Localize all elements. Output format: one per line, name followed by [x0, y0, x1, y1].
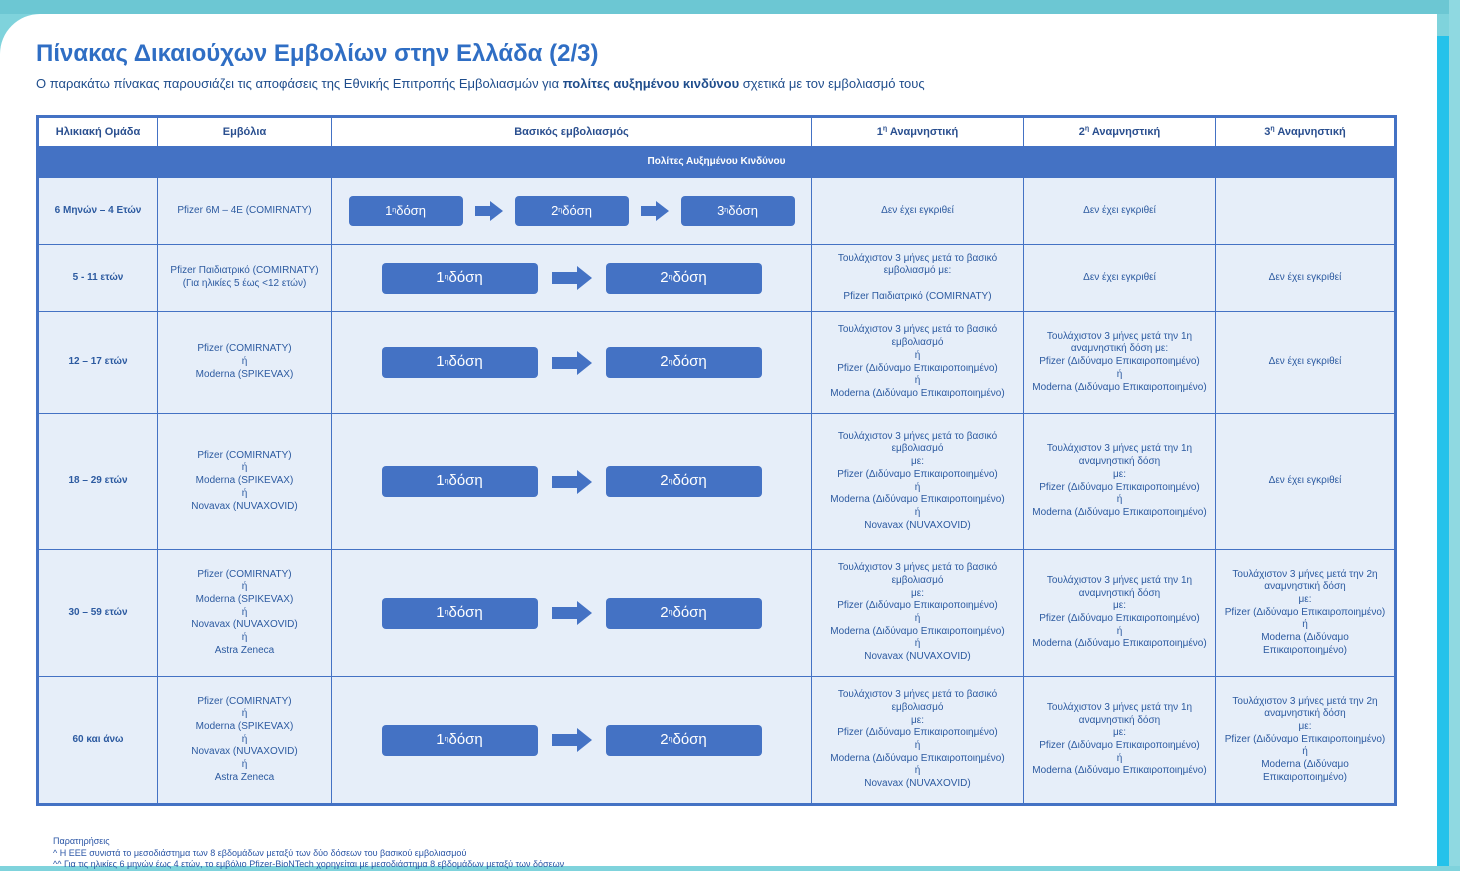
cell-line: Δεν έχει εγκριθεί: [881, 204, 954, 216]
booster-2-cell: [1024, 414, 1216, 550]
cell-line: ή: [914, 740, 921, 751]
footnote-line: ^^ Για τις ηλικίες 6 μηνών έως 4 ετών, το εμβόλιο Pfizer-BioNTech χορηγείται με μεσοδιάστημα 8 εβδομάδων μεταξύ των δόσεων: [53, 859, 565, 869]
cell-line: Pfizer (Διδύναμο Επικαιροποιημένο): [837, 600, 998, 612]
dose-label: δόση: [728, 202, 758, 218]
cell-line: Novavax (NUVAXOVID): [191, 619, 298, 631]
dose-box: 2 η δόση: [606, 347, 762, 378]
cell-line: Τουλάχιστον 3 μήνες μετά το βασικό: [837, 689, 998, 701]
right-accent-bar: [1437, 36, 1449, 866]
header-age-group: Ηλικιακή Ομάδα: [38, 117, 158, 147]
dose-flow: [336, 196, 807, 226]
cell-line: εμβολιασμό με:: [883, 265, 952, 277]
cell-line: Δεν έχει εγκριθεί: [1083, 271, 1156, 283]
arrow-head: [577, 266, 592, 290]
cell-line: Pfizer (Διδύναμο Επικαιροποιημένο): [1039, 356, 1200, 368]
cell-line: Pfizer (Διδύναμο Επικαιροποιημένο): [1039, 481, 1200, 493]
booster-number: 2: [1078, 125, 1085, 138]
dose-label: δόση: [448, 730, 483, 748]
vaccines-cell: [158, 178, 332, 245]
right-arrow-icon: [552, 601, 592, 625]
dose-box: 2 η δόση: [606, 725, 762, 756]
dose-box: 1 η δόση: [382, 263, 538, 294]
cell-line: Moderna (Διδύναμο Επικαιροποιημένο): [1032, 381, 1207, 393]
cell-line: Pfizer (Διδύναμο Επικαιροποιημένο): [1039, 613, 1200, 624]
cell-line: αναμνηστική δόση: [1078, 587, 1161, 599]
arrow-shaft: [475, 206, 491, 216]
dose-label: δόση: [672, 472, 707, 490]
age-group-cell: 5 - 11 ετών: [38, 245, 158, 312]
dose-flow: [336, 466, 807, 497]
dose-label: δόση: [672, 730, 707, 748]
arrow-head: [577, 470, 592, 494]
cell-line: ή: [1116, 752, 1123, 764]
ordinal-sup: η: [1084, 124, 1090, 132]
dose-box: 1 η δόση: [382, 347, 538, 378]
table-row: [38, 414, 1396, 550]
subtitle-text-end: σχετικά με τον εμβολιασμό τους: [739, 76, 925, 91]
booster-2-cell: [1024, 677, 1216, 805]
cell-line: εμβολιασμό: [891, 443, 944, 455]
vaccine-eligibility-table: [36, 115, 1397, 806]
booster-1-cell: [812, 677, 1024, 805]
cell-line: Astra Zeneca: [214, 644, 275, 656]
primary-schedule-cell: [332, 550, 812, 677]
cell-line: Pfizer (Διδύναμο Επικαιροποιημένο): [1039, 740, 1200, 751]
cell-line: Pfizer (Διδύναμο Επικαιροποιημένο): [837, 468, 998, 480]
cell-line: ή: [1302, 619, 1308, 631]
cell-line: Pfizer (COMIRNATY): [197, 568, 292, 580]
dose-box: 2 η δόση: [606, 466, 762, 497]
cell-line: ή: [241, 632, 248, 644]
booster-2-cell: [1024, 245, 1216, 312]
dose-label: δόση: [396, 202, 426, 218]
cell-line: ή: [1116, 625, 1123, 637]
booster-3-cell: [1216, 312, 1396, 414]
dose-box: 1 η δόση: [382, 598, 538, 629]
cell-line: Pfizer 6M – 4E (COMIRNATY): [177, 204, 312, 216]
right-frame-bar: [1449, 0, 1460, 866]
slide: [0, 14, 1437, 869]
dose-label: δόση: [448, 353, 483, 371]
right-arrow-icon: [641, 201, 669, 221]
dose-number: 2: [660, 603, 669, 621]
group-band-label: Πολίτες Αυξημένου Κινδύνου: [38, 147, 1396, 178]
cell-line: Επικαιροποιημένο): [1263, 771, 1347, 783]
dose-box: 3 η δόση: [681, 196, 795, 226]
table-row: [38, 550, 1396, 677]
arrow-shaft: [552, 734, 578, 746]
age-group-cell: 30 – 59 ετών: [38, 550, 158, 677]
subtitle-text: Ο παρακάτω πίνακας παρουσιάζει τις αποφάσεις της Εθνικής Επιτροπής Εμβολιασμών για: [36, 76, 563, 91]
cell-line: Novavax (NUVAXOVID): [864, 651, 971, 663]
dose-number: 2: [660, 472, 669, 490]
cell-line: Τουλάχιστον 3 μήνες μετά την 2η: [1232, 695, 1378, 707]
primary-schedule-cell: [332, 414, 812, 550]
arrow-head: [656, 201, 669, 221]
dose-number: 2: [660, 730, 669, 748]
cell-line: Τουλάχιστον 3 μήνες μετά την 1η: [1046, 443, 1193, 455]
header-primary-vaccination: Βασικός εμβολιασμός: [332, 117, 812, 147]
age-group-cell: 60 και άνω: [38, 677, 158, 805]
cell-line: ή: [241, 759, 248, 771]
cell-line: Τουλάχιστον 3 μήνες μετά το βασικό: [837, 562, 998, 574]
footnote-line: Παρατηρήσεις: [53, 836, 110, 846]
table-row: [38, 178, 1396, 245]
cell-line: Pfizer Παιδιατρικό (COMIRNATY): [170, 265, 319, 277]
subtitle-emphasis: πολίτες αυξημένου κινδύνου: [562, 76, 740, 91]
cell-line: αναμνηστική δόση με:: [1070, 343, 1169, 355]
cell-line: με:: [1298, 593, 1312, 605]
cell-line: Moderna (SPIKEVAX): [195, 368, 294, 380]
vaccines-cell: [158, 677, 332, 805]
cell-line: Moderna (SPIKEVAX): [195, 475, 294, 487]
cell-line: ή: [241, 462, 248, 474]
dose-number: 1: [436, 268, 445, 286]
cell-line: Τουλάχιστον 3 μήνες μετά την 1η: [1046, 701, 1193, 713]
cell-line: Pfizer (Διδύναμο Επικαιροποιημένο): [837, 362, 998, 374]
table-row: [38, 677, 1396, 805]
primary-schedule-cell: [332, 677, 812, 805]
booster-3-cell: [1216, 677, 1396, 805]
arrow-shaft: [641, 206, 657, 216]
cell-line: Τουλάχιστον 3 μήνες μετά το βασικό: [837, 324, 998, 336]
booster-1-cell: [812, 414, 1024, 550]
dose-label: δόση: [672, 603, 707, 621]
dose-number: 2: [551, 202, 559, 218]
dose-label: δόση: [672, 268, 707, 286]
dose-box: 1 η δόση: [382, 725, 538, 756]
cell-line: ή: [914, 481, 921, 493]
cell-line: Pfizer (Διδύναμο Επικαιροποιημένο): [837, 727, 998, 739]
booster-3-cell: [1216, 178, 1396, 245]
cell-line: με:: [1298, 720, 1312, 732]
cell-line: Moderna (Διδύναμο Επικαιροποιημένο): [830, 494, 1005, 506]
cell-line: Τουλάχιστον 3 μήνες μετά την 2η: [1232, 568, 1378, 580]
dose-number: 2: [660, 268, 669, 286]
booster-3-cell: [1216, 414, 1396, 550]
arrow-shaft: [552, 476, 578, 488]
cell-line: Επικαιροποιημένο): [1263, 644, 1347, 656]
cell-line: (Για ηλικίες 5 έως <12 ετών): [182, 278, 307, 289]
cell-line: ή: [914, 349, 921, 361]
dose-box: 2 η δόση: [515, 196, 629, 226]
cell-line: ή: [1116, 494, 1123, 506]
ordinal-sup: η: [882, 124, 888, 132]
cell-line: ή: [914, 375, 921, 387]
cell-line: αναμνηστική δόση: [1264, 581, 1346, 593]
cell-line: Pfizer (Διδύναμο Επικαιροποιημένο): [1224, 733, 1386, 745]
table-row: [38, 312, 1396, 414]
cell-line: αναμνηστική δόση: [1078, 714, 1161, 726]
cell-line: Δεν έχει εγκριθεί: [1083, 204, 1156, 216]
right-arrow-icon: [475, 201, 503, 221]
dose-box: 2 η δόση: [606, 598, 762, 629]
cell-line: ή: [241, 733, 248, 745]
cell-line: Moderna (Διδύναμο Επικαιροποιημένο): [1032, 638, 1207, 650]
booster-1-cell: [812, 178, 1024, 245]
cell-line: αναμνηστική δόση: [1078, 456, 1161, 468]
cell-line: Moderna (Διδύναμο: [1261, 759, 1349, 771]
booster-1-cell: [812, 245, 1024, 312]
cell-line: Novavax (NUVAXOVID): [191, 746, 298, 758]
dose-label: δόση: [448, 603, 483, 621]
booster-number: 1: [876, 125, 883, 138]
cell-line: Τουλάχιστον 3 μήνες μετά το βασικό: [837, 252, 998, 264]
cell-line: Pfizer (COMIRNATY): [197, 695, 292, 707]
dose-box: 2 η δόση: [606, 263, 762, 294]
dose-number: 1: [436, 472, 445, 490]
booster-3-cell: [1216, 245, 1396, 312]
cell-line: ή: [914, 506, 921, 518]
table-row: [38, 245, 1396, 312]
vaccines-cell: [158, 245, 332, 312]
cell-line: με:: [911, 714, 924, 726]
cell-line: Δεν έχει εγκριθεί: [1268, 475, 1342, 487]
dose-box: 1 η δόση: [382, 466, 538, 497]
arrow-head: [577, 351, 592, 375]
cell-line: εμβολιασμό: [891, 574, 944, 586]
header-booster-2: [1024, 117, 1216, 147]
arrow-shaft: [552, 607, 578, 619]
booster-label: Αναμνηστική: [1089, 125, 1161, 138]
age-group-cell: 6 Μηνών – 4 Ετών: [38, 178, 158, 245]
cell-line: με:: [1113, 468, 1126, 480]
cell-line: αναμνηστική δόση: [1264, 708, 1346, 720]
booster-label: Αναμνηστική: [1274, 125, 1346, 138]
booster-2-cell: [1024, 312, 1216, 414]
arrow-shaft: [552, 272, 578, 284]
booster-2-cell: [1024, 178, 1216, 245]
booster-1-cell: [812, 312, 1024, 414]
cell-line: Novavax (NUVAXOVID): [864, 778, 971, 790]
dose-number: 2: [660, 353, 669, 371]
right-arrow-icon: [552, 351, 592, 375]
primary-schedule-cell: [332, 178, 812, 245]
cell-line: ή: [1116, 368, 1123, 380]
cell-line: ή: [914, 613, 921, 624]
cell-line: Moderna (Διδύναμο Επικαιροποιημένο): [1032, 765, 1207, 777]
cell-line: ή: [1302, 746, 1308, 758]
booster-1-cell: [812, 550, 1024, 677]
dose-label: δόση: [448, 472, 483, 490]
cell-line: Δεν έχει εγκριθεί: [1268, 356, 1342, 368]
page-subtitle: [36, 76, 925, 91]
group-band-row: [38, 147, 1396, 178]
dose-number: 1: [385, 202, 393, 218]
top-frame-bar: [0, 0, 1460, 14]
arrow-head: [577, 728, 592, 752]
cell-line: Pfizer (COMIRNATY): [197, 343, 292, 355]
cell-line: Moderna (SPIKEVAX): [195, 593, 294, 605]
dose-label: δόση: [672, 353, 707, 371]
header-booster-3: [1216, 117, 1396, 147]
footnote-line: ^ Η ΕΕΕ συνιστά το μεσοδιάστημα των 8 εβδομάδων μεταξύ των δύο δόσεων του βασικού εμβολιασμού: [53, 847, 467, 858]
cell-line: Moderna (Διδύναμο: [1261, 632, 1349, 644]
dose-number: 1: [436, 730, 445, 748]
booster-label: Αναμνηστική: [887, 125, 959, 138]
vaccines-cell: [158, 312, 332, 414]
vaccines-cell: [158, 550, 332, 677]
arrow-shaft: [552, 357, 578, 369]
cell-line: Astra Zeneca: [214, 771, 275, 783]
cell-line: Novavax (NUVAXOVID): [191, 500, 298, 512]
cell-line: ή: [241, 708, 248, 720]
cell-line: Pfizer (Διδύναμο Επικαιροποιημένο): [1224, 606, 1386, 618]
dose-label: δόση: [448, 268, 483, 286]
header-vaccines: Εμβόλια: [158, 117, 332, 147]
cell-line: ή: [241, 581, 248, 593]
ordinal-sup: η: [1270, 124, 1275, 132]
cell-line: με:: [1113, 727, 1126, 739]
right-arrow-icon: [552, 470, 592, 494]
cell-line: με:: [1113, 600, 1126, 612]
age-group-cell: 12 – 17 ετών: [38, 312, 158, 414]
cell-line: Τουλάχιστον 3 μήνες μετά την 1η: [1046, 330, 1193, 342]
footnotes: [53, 836, 564, 871]
booster-number: 3: [1264, 125, 1271, 138]
cell-line: Pfizer Παιδιατρικό (COMIRNATY): [843, 290, 992, 302]
arrow-head: [577, 601, 592, 625]
dose-label: δόση: [562, 202, 592, 218]
cell-line: ή: [241, 487, 248, 499]
dose-number: 1: [436, 353, 445, 371]
arrow-head: [490, 201, 503, 221]
cell-line: ή: [914, 638, 921, 650]
cell-line: ή: [241, 606, 248, 618]
cell-line: Moderna (Διδύναμο Επικαιροποιημένο): [1032, 506, 1207, 518]
cell-line: ή: [914, 765, 921, 777]
dose-flow: [336, 598, 807, 629]
primary-schedule-cell: [332, 245, 812, 312]
primary-schedule-cell: [332, 312, 812, 414]
age-group-cell: 18 – 29 ετών: [38, 414, 158, 550]
cell-line: ή: [241, 356, 248, 368]
cell-line: Δεν έχει εγκριθεί: [1268, 271, 1342, 283]
cell-line: Moderna (SPIKEVAX): [195, 720, 294, 732]
booster-3-cell: [1216, 550, 1396, 677]
header-booster-1: [812, 117, 1024, 147]
dose-number: 3: [717, 202, 725, 218]
cell-line: Novavax (NUVAXOVID): [864, 519, 971, 531]
cell-line: Τουλάχιστον 3 μήνες μετά το βασικό: [837, 430, 998, 442]
cell-line: Moderna (Διδύναμο Επικαιροποιημένο): [830, 625, 1005, 637]
table-header-row: [38, 117, 1396, 147]
dose-number: 1: [436, 603, 445, 621]
right-arrow-icon: [552, 728, 592, 752]
cell-line: Τουλάχιστον 3 μήνες μετά την 1η: [1046, 574, 1193, 586]
cell-line: εμβολιασμό: [891, 701, 944, 713]
dose-flow: [336, 347, 807, 378]
cell-line: εμβολιασμό: [891, 337, 944, 349]
dose-box: 1 η δόση: [349, 196, 463, 226]
cell-line: με:: [911, 456, 924, 468]
cell-line: [816, 278, 1019, 291]
vaccines-cell: [158, 414, 332, 550]
cell-line: Moderna (Διδύναμο Επικαιροποιημένο): [830, 387, 1005, 399]
booster-2-cell: [1024, 550, 1216, 677]
cell-line: Moderna (Διδύναμο Επικαιροποιημένο): [830, 752, 1005, 764]
cell-line: με:: [911, 587, 924, 599]
cell-line: Pfizer (COMIRNATY): [197, 449, 292, 461]
dose-flow: [336, 263, 807, 294]
page-title: Πίνακας Δικαιούχων Εμβολίων στην Ελλάδα (2/3): [36, 40, 599, 67]
dose-flow: [336, 725, 807, 756]
right-arrow-icon: [552, 266, 592, 290]
